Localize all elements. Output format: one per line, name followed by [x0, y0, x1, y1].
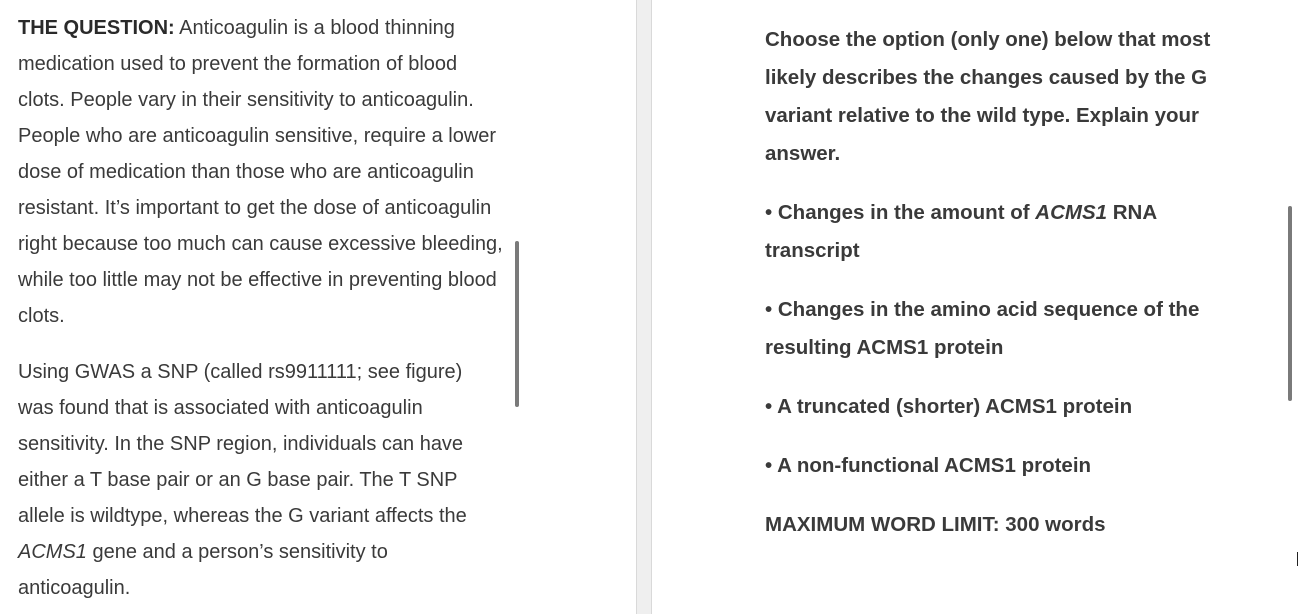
instruction-prompt: Choose the option (only one) below that most likely describes the changes caused by the G variant relative to the wild type. Explain your answer.: [765, 28, 1211, 165]
pane-divider[interactable]: [636, 0, 652, 614]
gene-name: ACMS1: [18, 541, 87, 563]
question-text: [18, 10, 503, 606]
option-rna-transcript-lead: • Changes in the amount of: [765, 201, 1036, 224]
question-pane: [0, 0, 636, 614]
question-paragraph-2: [18, 354, 503, 606]
word-limit-note: MAXIMUM WORD LIMIT: 300 words: [765, 513, 1106, 536]
option-truncated-protein: • A truncated (shorter) ACMS1 protein: [765, 395, 1133, 418]
question-paragraph-1: [18, 10, 503, 334]
option-rna-transcript-tail: RNA transcript: [765, 201, 1157, 262]
question-pane-scrollbar[interactable]: [515, 241, 519, 407]
option-gene-name: ACMS1: [1035, 201, 1108, 224]
option-non-functional-protein: • A non-functional ACMS1 protein: [765, 454, 1092, 477]
option-rna-transcript: [765, 194, 1245, 270]
question-paragraph-2-tail: gene and a person’s sensitivity to anticoagulin.: [18, 541, 388, 599]
question-label: THE QUESTION:: [18, 17, 175, 39]
answer-instructions: [765, 21, 1245, 544]
question-paragraph-1-text: Anticoagulin is a blood thinning medication used to prevent the formation of blood clots. People vary in their sensitivity to anticoagulin. People who are anticoagulin sensitive, require a lower dose of medication than those who are anticoagulin resistant. It’s important to get the dose of anticoagulin right because too much can cause excessive bleeding, while too little may not be effective in preventing blood clots.: [18, 17, 503, 327]
question-paragraph-2-text: Using GWAS a SNP (called rs9911111; see figure) was found that is associated with anticoagulin sensitivity. In the SNP region, individuals can have either a T base pair or an G base pair. The T SNP allele is wildtype, whereas the G variant affects the: [18, 361, 467, 527]
answer-pane-scrollbar[interactable]: [1288, 206, 1292, 401]
answer-pane: [652, 0, 1316, 614]
option-amino-acid-sequence: • Changes in the amino acid sequence of the resulting ACMS1 protein: [765, 298, 1200, 359]
text-cursor: [1297, 552, 1298, 566]
